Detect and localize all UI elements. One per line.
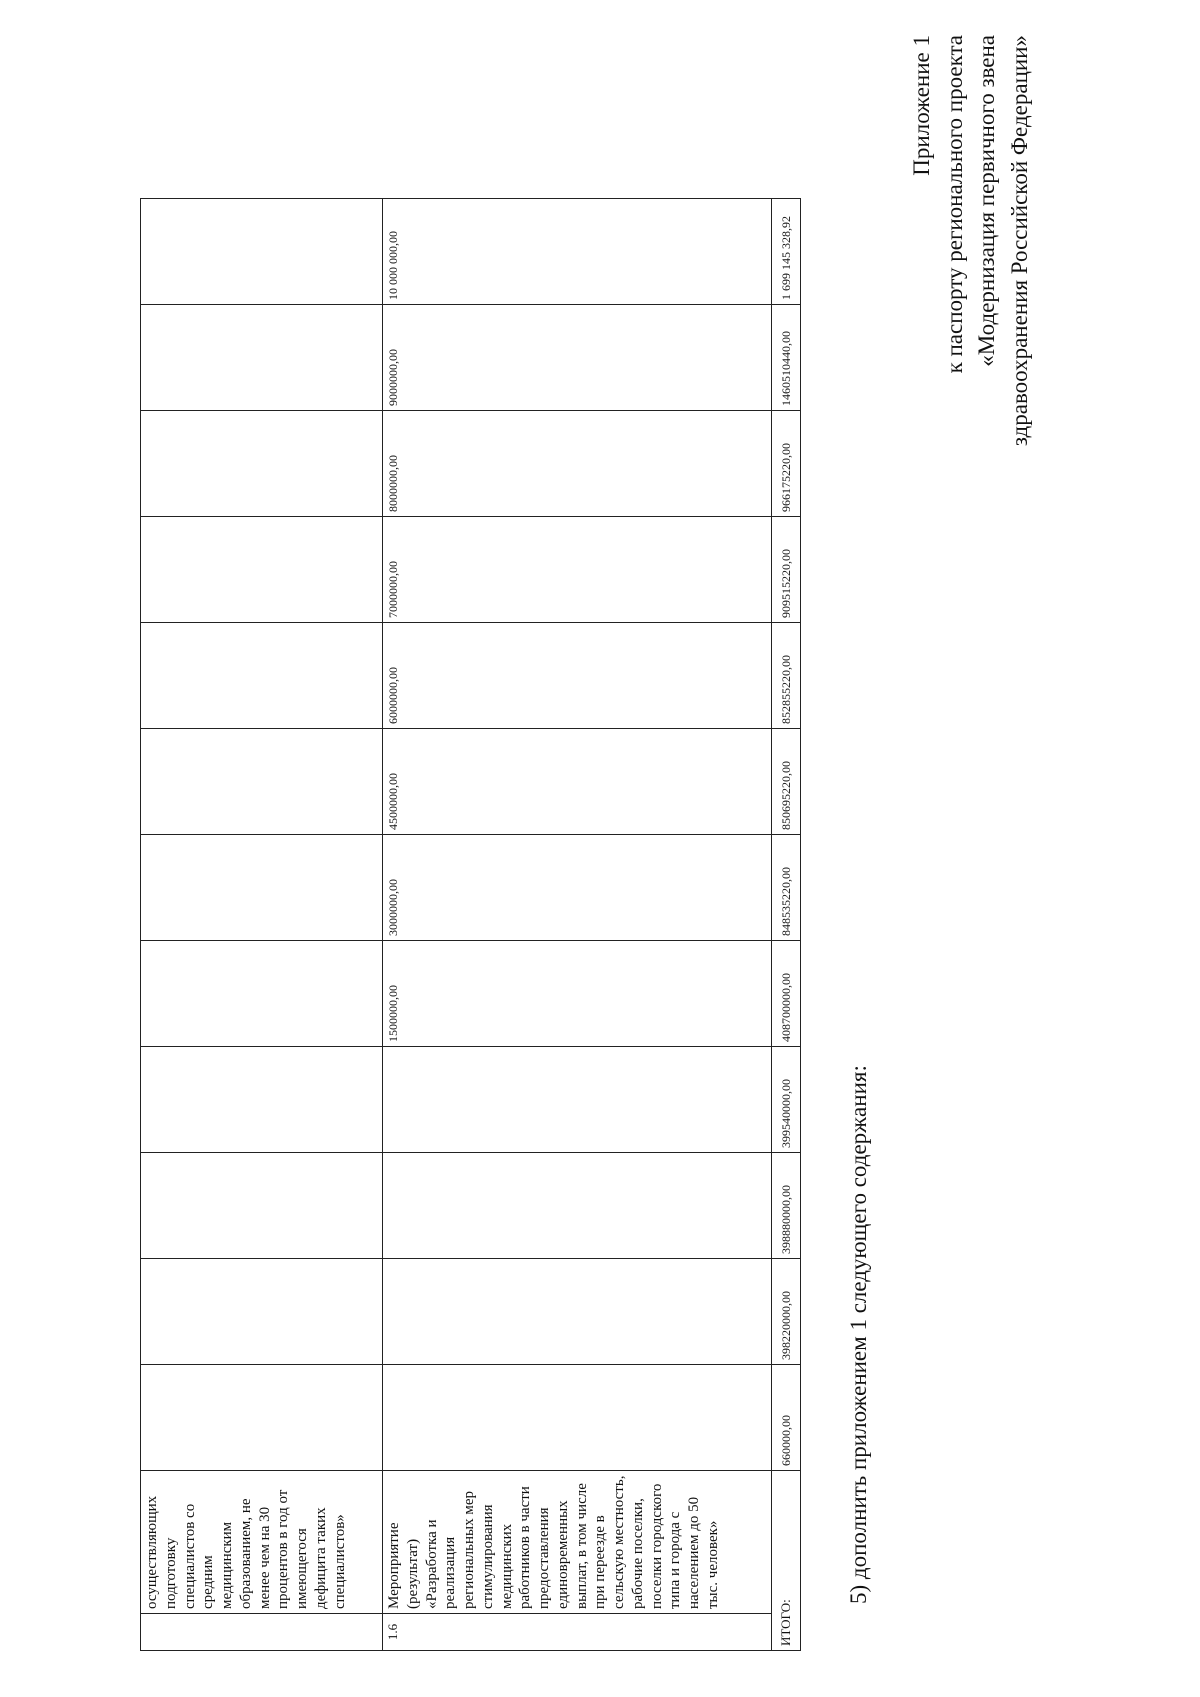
value-cell: [141, 729, 383, 835]
value-cell: [141, 411, 383, 517]
value-cell: [141, 305, 383, 411]
total-value-cell: 408700000,00: [772, 941, 801, 1047]
value-cell: 7000000,00: [383, 517, 772, 623]
appendix-heading: [906, 35, 1037, 795]
supplement-instruction: 5) дополнить приложением 1 следующего содержания:: [846, 1065, 871, 1604]
value-cell: [383, 1259, 772, 1365]
total-value-cell: 1 699 145 328,92: [772, 199, 801, 305]
table-row-1-6: [383, 199, 772, 1651]
total-value-cell: 852855220,00: [772, 623, 801, 729]
value-cell: 9000000,00: [383, 305, 772, 411]
value-cell: 10 000 000,00: [383, 199, 772, 305]
total-label: ИТОГО:: [772, 1471, 801, 1651]
total-value-cell: 398220000,00: [772, 1259, 801, 1365]
total-value-cell: 848535220,00: [772, 835, 801, 941]
value-cell: 4500000,00: [383, 729, 772, 835]
budget-table: [140, 198, 801, 1651]
appendix-line: к паспорту регионального проекта: [941, 35, 967, 374]
value-cell: [141, 199, 383, 305]
value-cell: [141, 1365, 383, 1471]
total-value-cell: 909515220,00: [772, 517, 801, 623]
row-name-cell: Мероприятие (результат) «Разработка и реализация региональных мер стимулирования медицинских работников в части предоставления единовременных выплат, в том числе при переезде в сельскую местность, рабочие поселки, поселки городского типа и города с населением до 50 тыс. человек»: [383, 1471, 772, 1614]
value-cell: [141, 835, 383, 941]
value-cell: [383, 1047, 772, 1153]
value-cell: [141, 1047, 383, 1153]
value-cell: [141, 517, 383, 623]
table-row-continuation: [141, 199, 383, 1651]
row-name-cell: осуществляющих подготовку специалистов со средним медицинским образованием, не менее чем на 30 процентов в год от имеющегося дефицита таких специалистов»: [141, 1471, 383, 1614]
row-number-cell: 1.6: [383, 1614, 772, 1651]
total-value-cell: 398880000,00: [772, 1153, 801, 1259]
value-cell: 3000000,00: [383, 835, 772, 941]
total-value-cell: 660000,00: [772, 1365, 801, 1471]
total-value-cell: 1460510440,00: [772, 305, 801, 411]
value-cell: [141, 1153, 383, 1259]
appendix-line: «Модернизация первичного звена: [974, 35, 1000, 367]
value-cell: [383, 1153, 772, 1259]
value-cell: [141, 623, 383, 729]
appendix-line: здравоохранения Российской Федерации»: [1006, 35, 1032, 447]
total-value-cell: 850695220,00: [772, 729, 801, 835]
value-cell: [383, 1365, 772, 1471]
row-number-cell: [141, 1614, 383, 1651]
value-cell: [141, 941, 383, 1047]
total-value-cell: 966175220,00: [772, 411, 801, 517]
value-cell: 6000000,00: [383, 623, 772, 729]
value-cell: 1500000,00: [383, 941, 772, 1047]
total-value-cell: 399540000,00: [772, 1047, 801, 1153]
value-cell: [141, 1259, 383, 1365]
appendix-title: Приложение 1: [909, 35, 934, 176]
table-row-total: [772, 199, 801, 1651]
value-cell: 8000000,00: [383, 411, 772, 517]
